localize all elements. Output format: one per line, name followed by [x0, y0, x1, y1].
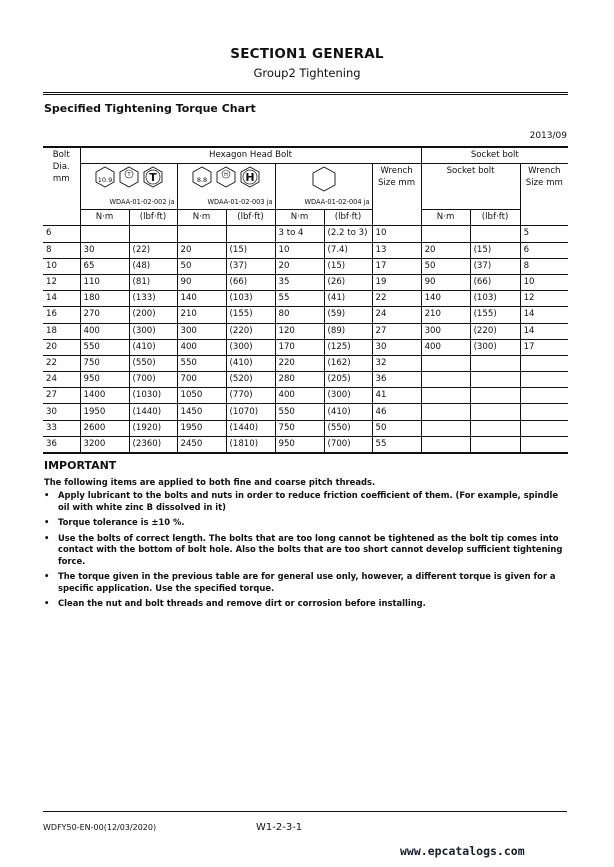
cell-s-nm [421, 355, 470, 371]
important-list [44, 490, 569, 614]
cell-p-lbf: (26) [324, 274, 372, 290]
cell-p-lbf: (205) [324, 372, 372, 388]
cell-h-nm: 20 [177, 242, 226, 258]
hex-h-icon [239, 166, 261, 188]
cell-p-nm: 20 [275, 258, 324, 274]
cell-t-nm: 180 [80, 291, 129, 307]
cell-h-lbf: (220) [226, 323, 275, 339]
cell-t-lbf: (1030) [129, 388, 177, 404]
cell-t-lbf: (700) [129, 372, 177, 388]
cell-h-nm: 140 [177, 291, 226, 307]
table-row [43, 242, 568, 258]
cell-s-nm [421, 420, 470, 436]
cell-s-wrench: 10 [520, 274, 568, 290]
cell-h-nm: 90 [177, 274, 226, 290]
mm-label: mm [52, 174, 70, 184]
units-row [43, 210, 568, 226]
cell-dia: 14 [43, 291, 80, 307]
cell-s-lbf: (155) [470, 307, 520, 323]
svg-text:10.9: 10.9 [97, 176, 112, 185]
cell-wrench: 22 [372, 291, 421, 307]
socket-bolt-group-header: Socket bolt [421, 147, 568, 164]
list-item [44, 571, 569, 594]
cell-t-lbf: (48) [129, 258, 177, 274]
cell-h-lbf: (410) [226, 355, 275, 371]
cell-p-nm: 10 [275, 242, 324, 258]
cell-s-wrench: 14 [520, 323, 568, 339]
cell-h-nm: 210 [177, 307, 226, 323]
page-number: W1-2-3-1 [256, 822, 303, 833]
cell-t-lbf: (1440) [129, 404, 177, 420]
wrench-size-header: Wrench Size mm [372, 164, 421, 226]
cell-dia: 24 [43, 372, 80, 388]
cell-t-lbf [129, 226, 177, 242]
cell-h-nm: 1450 [177, 404, 226, 420]
cell-h-lbf: (103) [226, 291, 275, 307]
unit-lbf: (lbf·ft) [324, 210, 372, 226]
socket-bolt-subheader: Socket bolt [421, 164, 520, 210]
cell-s-nm: 90 [421, 274, 470, 290]
cell-s-nm [421, 372, 470, 388]
cell-p-nm: 400 [275, 388, 324, 404]
cell-p-lbf: (700) [324, 436, 372, 453]
cell-t-nm: 65 [80, 258, 129, 274]
cell-s-lbf [470, 404, 520, 420]
cell-s-lbf [470, 436, 520, 453]
cell-s-nm: 400 [421, 339, 470, 355]
list-item-text: Use the bolts of correct length. The bolts that are too long cannot be tightened as the bolt tip comes into contact with the bottom of bolt hole. Also the bolts that are too short cannot develop sufficient tightening force. [58, 532, 563, 566]
cell-dia: 27 [43, 388, 80, 404]
cell-s-lbf: (220) [470, 323, 520, 339]
table-row [43, 339, 568, 355]
svg-text:T: T [148, 171, 157, 185]
cell-s-wrench [520, 404, 568, 420]
cell-s-lbf [470, 226, 520, 242]
bullet-icon: • [44, 571, 50, 581]
bullet-icon: • [44, 598, 50, 608]
cell-t-nm: 750 [80, 355, 129, 371]
cell-p-lbf: (15) [324, 258, 372, 274]
svg-text:T: T [126, 172, 131, 179]
cell-h-nm [177, 226, 226, 242]
cell-wrench: 50 [372, 420, 421, 436]
list-item-text: The torque given in the previous table are for general use only, however, a different torque is given for a specific application. Use the specified torque. [58, 571, 556, 593]
hex-plain-icon [311, 166, 337, 192]
svg-text:8.8: 8.8 [196, 176, 208, 185]
table-row [43, 372, 568, 388]
table-row [43, 226, 568, 242]
cell-s-lbf: (103) [470, 291, 520, 307]
cell-t-nm: 950 [80, 372, 129, 388]
cell-p-nm: 3 to 4 [275, 226, 324, 242]
cell-h-nm: 550 [177, 355, 226, 371]
table-row [43, 404, 568, 420]
list-item-text: Clean the nut and bolt threads and remove dirt or corrosion before installing. [58, 598, 426, 608]
table-body [43, 226, 568, 453]
cell-wrench: 17 [372, 258, 421, 274]
dia-label: Dia. [52, 162, 70, 172]
footer-rule [43, 811, 567, 812]
cell-wrench: 30 [372, 339, 421, 355]
group-title: Group2 Tightening [253, 66, 361, 80]
cell-h-nm: 1050 [177, 388, 226, 404]
cell-t-lbf: (200) [129, 307, 177, 323]
cell-s-lbf: (300) [470, 339, 520, 355]
cell-t-nm: 1950 [80, 404, 129, 420]
list-item [44, 533, 569, 568]
cell-dia: 16 [43, 307, 80, 323]
cell-dia: 8 [43, 242, 80, 258]
cell-dia: 10 [43, 258, 80, 274]
list-item-text: Apply lubricant to the bolts and nuts in order to reduce friction coefficient of them. (For example, spindle oil with white zinc B dissolved in it) [58, 490, 559, 512]
unit-lbf: (lbf·ft) [470, 210, 520, 226]
cell-h-nm: 300 [177, 323, 226, 339]
list-item [44, 490, 569, 513]
unit-lbf: (lbf·ft) [226, 210, 275, 226]
cell-s-wrench: 17 [520, 339, 568, 355]
cell-h-nm: 2450 [177, 436, 226, 453]
hex-h-small-icon [215, 166, 237, 188]
cell-s-wrench [520, 372, 568, 388]
cell-s-wrench: 6 [520, 242, 568, 258]
cell-h-lbf: (155) [226, 307, 275, 323]
cell-h-lbf: (37) [226, 258, 275, 274]
cell-p-nm: 220 [275, 355, 324, 371]
cell-p-nm: 950 [275, 436, 324, 453]
hex-type-10-9 [80, 164, 177, 210]
table-row [43, 307, 568, 323]
cell-s-nm [421, 226, 470, 242]
cell-s-nm: 210 [421, 307, 470, 323]
cell-t-nm: 3200 [80, 436, 129, 453]
cell-t-nm: 1400 [80, 388, 129, 404]
bullet-icon: • [44, 490, 50, 500]
cell-t-lbf: (22) [129, 242, 177, 258]
figure-code: WDAA-01-02-004 ja [304, 198, 370, 207]
cell-h-nm: 700 [177, 372, 226, 388]
cell-s-lbf: (66) [470, 274, 520, 290]
cell-t-lbf: (2360) [129, 436, 177, 453]
cell-p-nm: 550 [275, 404, 324, 420]
svg-text:H: H [224, 172, 228, 179]
cell-p-lbf: (2.2 to 3) [324, 226, 372, 242]
cell-dia: 33 [43, 420, 80, 436]
cell-s-nm: 300 [421, 323, 470, 339]
cell-dia: 6 [43, 226, 80, 242]
cell-s-nm [421, 404, 470, 420]
cell-wrench: 46 [372, 404, 421, 420]
chart-date: 2013/09 [529, 131, 567, 141]
hexagon-head-bolt-header: Hexagon Head Bolt [80, 147, 421, 164]
svg-text:H: H [245, 171, 255, 185]
cell-p-nm: 80 [275, 307, 324, 323]
cell-wrench: 24 [372, 307, 421, 323]
cell-h-nm: 400 [177, 339, 226, 355]
cell-s-wrench: 8 [520, 258, 568, 274]
hex-t-small-icon [118, 166, 140, 188]
list-item [44, 517, 569, 529]
cell-h-lbf: (15) [226, 242, 275, 258]
bolt-label: Bolt [52, 150, 70, 160]
cell-s-lbf [470, 355, 520, 371]
table-row [43, 420, 568, 436]
cell-p-lbf: (550) [324, 420, 372, 436]
cell-p-lbf: (89) [324, 323, 372, 339]
cell-t-lbf: (410) [129, 339, 177, 355]
cell-dia: 12 [43, 274, 80, 290]
cell-h-lbf: (520) [226, 372, 275, 388]
unit-nm: N·m [275, 210, 324, 226]
table-row [43, 323, 568, 339]
document-code: WDFY50-EN-00(12/03/2020) [43, 823, 157, 832]
cell-h-lbf: (1070) [226, 404, 275, 420]
cell-dia: 30 [43, 404, 80, 420]
cell-t-lbf: (1920) [129, 420, 177, 436]
bullet-icon: • [44, 517, 50, 527]
cell-p-nm: 280 [275, 372, 324, 388]
cell-dia: 20 [43, 339, 80, 355]
hex-t-icon [142, 166, 164, 188]
cell-p-nm: 120 [275, 323, 324, 339]
cell-wrench: 19 [372, 274, 421, 290]
cell-s-lbf [470, 372, 520, 388]
list-item [44, 598, 569, 610]
cell-t-nm: 110 [80, 274, 129, 290]
cell-s-wrench [520, 355, 568, 371]
cell-wrench: 41 [372, 388, 421, 404]
cell-wrench: 10 [372, 226, 421, 242]
cell-t-nm: 270 [80, 307, 129, 323]
cell-t-lbf: (550) [129, 355, 177, 371]
table-row [43, 388, 568, 404]
cell-h-lbf: (300) [226, 339, 275, 355]
hex-type-8-8 [177, 164, 275, 210]
cell-p-nm: 750 [275, 420, 324, 436]
cell-p-nm: 170 [275, 339, 324, 355]
cell-t-nm: 30 [80, 242, 129, 258]
cell-t-lbf: (300) [129, 323, 177, 339]
cell-t-nm: 400 [80, 323, 129, 339]
cell-p-lbf: (125) [324, 339, 372, 355]
chart-title: Specified Tightening Torque Chart [44, 102, 256, 115]
cell-s-wrench: 12 [520, 291, 568, 307]
cell-s-nm: 20 [421, 242, 470, 258]
cell-p-nm: 55 [275, 291, 324, 307]
cell-t-nm: 550 [80, 339, 129, 355]
table-row [43, 258, 568, 274]
unit-nm: N·m [421, 210, 470, 226]
cell-s-wrench: 14 [520, 307, 568, 323]
important-title: IMPORTANT [44, 459, 117, 472]
cell-p-lbf: (162) [324, 355, 372, 371]
cell-p-lbf: (41) [324, 291, 372, 307]
table-row [43, 436, 568, 453]
cell-p-lbf: (300) [324, 388, 372, 404]
cell-p-lbf: (410) [324, 404, 372, 420]
cell-t-nm: 2600 [80, 420, 129, 436]
header-double-rule [43, 92, 568, 95]
cell-t-lbf: (81) [129, 274, 177, 290]
cell-wrench: 55 [372, 436, 421, 453]
cell-dia: 36 [43, 436, 80, 453]
cell-t-nm [80, 226, 129, 242]
cell-h-lbf [226, 226, 275, 242]
cell-p-lbf: (7.4) [324, 242, 372, 258]
figure-code: WDAA-01-02-003 ja [207, 198, 273, 207]
cell-h-lbf: (770) [226, 388, 275, 404]
important-lead: The following items are applied to both fine and coarse pitch threads. [44, 477, 376, 487]
hex-10-9-icon [94, 166, 116, 188]
cell-s-wrench [520, 420, 568, 436]
unit-nm: N·m [80, 210, 129, 226]
cell-s-wrench [520, 388, 568, 404]
section-title: SECTION1 GENERAL [230, 46, 384, 62]
cell-wrench: 13 [372, 242, 421, 258]
header-row-2 [43, 164, 568, 210]
figure-code: WDAA-01-02-002 ja [109, 198, 175, 207]
cell-dia: 22 [43, 355, 80, 371]
bullet-icon: • [44, 532, 50, 543]
cell-p-lbf: (59) [324, 307, 372, 323]
cell-s-lbf [470, 420, 520, 436]
table-row [43, 274, 568, 290]
unit-nm: N·m [177, 210, 226, 226]
cell-h-lbf: (66) [226, 274, 275, 290]
cell-s-nm [421, 436, 470, 453]
list-item-text: Torque tolerance is ±10 %. [58, 517, 185, 527]
cell-t-lbf: (133) [129, 291, 177, 307]
table-row [43, 291, 568, 307]
cell-wrench: 36 [372, 372, 421, 388]
cell-h-lbf: (1440) [226, 420, 275, 436]
cell-h-nm: 1950 [177, 420, 226, 436]
table-row [43, 355, 568, 371]
torque-table [43, 146, 568, 454]
cell-s-nm: 50 [421, 258, 470, 274]
header-row-1 [43, 147, 568, 164]
cell-s-lbf: (15) [470, 242, 520, 258]
cell-s-wrench: 5 [520, 226, 568, 242]
hex-8-8-icon [191, 166, 213, 188]
cell-s-nm [421, 388, 470, 404]
cell-s-wrench [520, 436, 568, 453]
watermark-link[interactable]: www.epcatalogs.com [400, 844, 525, 858]
cell-dia: 18 [43, 323, 80, 339]
cell-wrench: 27 [372, 323, 421, 339]
bolt-dia-header [43, 147, 80, 226]
cell-h-nm: 50 [177, 258, 226, 274]
cell-s-nm: 140 [421, 291, 470, 307]
hex-type-plain [275, 164, 372, 210]
cell-s-lbf [470, 388, 520, 404]
cell-wrench: 32 [372, 355, 421, 371]
socket-wrench-size-header: Wrench Size mm [520, 164, 568, 226]
unit-lbf: (lbf·ft) [129, 210, 177, 226]
cell-h-lbf: (1810) [226, 436, 275, 453]
cell-s-lbf: (37) [470, 258, 520, 274]
cell-p-nm: 35 [275, 274, 324, 290]
